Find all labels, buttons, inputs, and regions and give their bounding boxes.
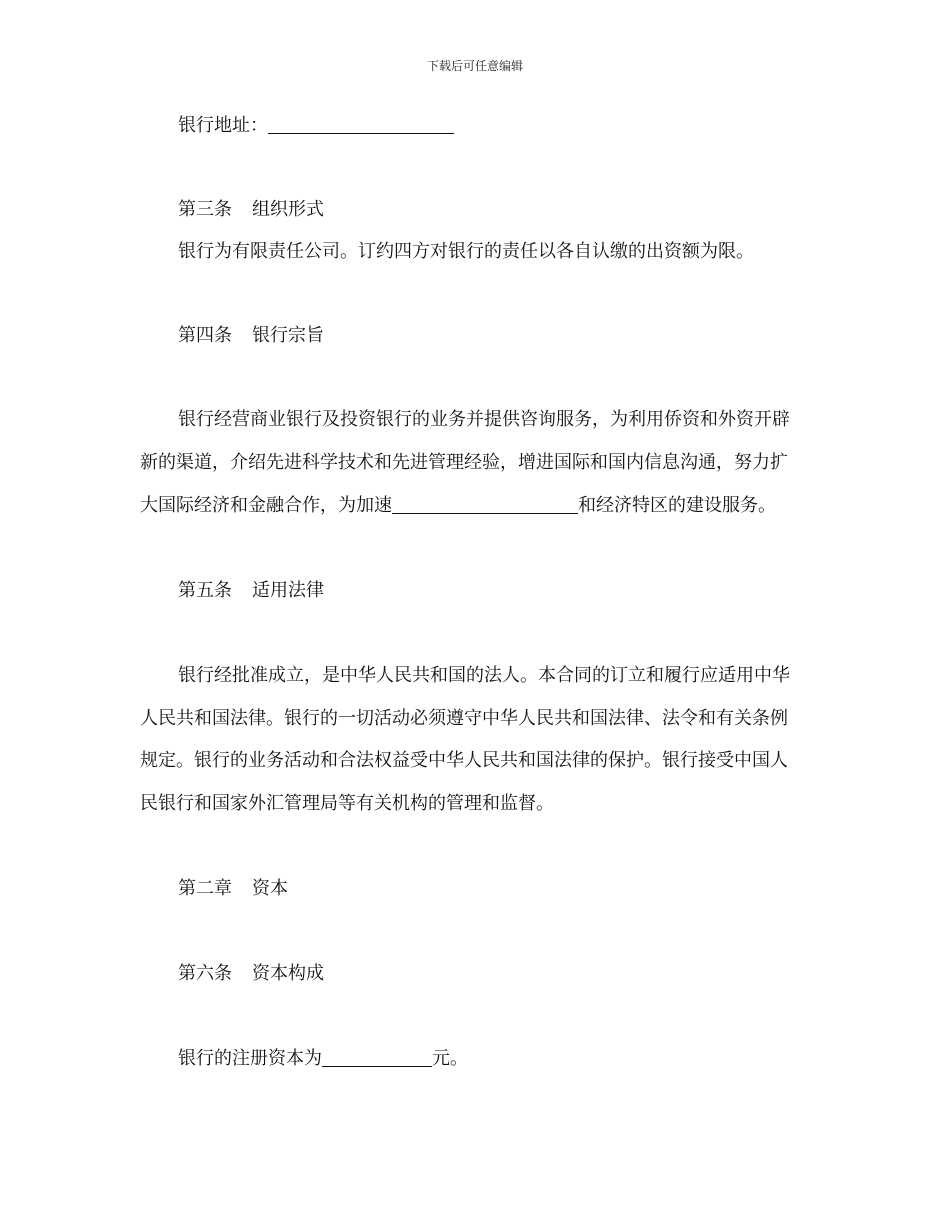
article-6-heading	[178, 962, 324, 986]
chapter-2-title: 资本	[252, 878, 288, 899]
article-4-heading	[178, 324, 324, 348]
article-4-line-3	[140, 494, 776, 518]
article-4-blank	[392, 495, 578, 514]
article-3-heading	[178, 198, 324, 222]
article-6-text	[178, 1047, 468, 1071]
bank-address-blank	[268, 115, 454, 134]
article-5-line-1: 银行经批准成立，是中华人民共和国的法人。本合同的订立和履行应适用中华	[178, 665, 790, 686]
article-4-line-1: 银行经营商业银行及投资银行的业务并提供咨询服务，为利用侨资和外资开辟	[178, 409, 790, 430]
article-6-number: 第六条	[178, 963, 232, 984]
article-5-heading	[178, 579, 324, 603]
article-6-text-end: 元。	[432, 1048, 468, 1069]
chapter-2-number: 第二章	[178, 878, 232, 899]
article-5-number: 第五条	[178, 580, 232, 601]
bank-address-line	[178, 114, 454, 138]
article-6-title: 资本构成	[252, 963, 324, 984]
bank-address-label: 银行地址：	[178, 115, 268, 136]
article-6-text-start: 银行的注册资本为	[178, 1048, 322, 1069]
article-4-line-2: 新的渠道，介绍先进科学技术和先进管理经验，增进国际和国内信息沟通，努力扩	[140, 452, 788, 473]
article-5-title: 适用法律	[252, 580, 324, 601]
article-5-line-4: 民银行和国家外汇管理局等有关机构的管理和监督。	[140, 793, 554, 814]
article-5-line-2: 人民共和国法律。银行的一切活动必须遵守中华人民共和国法律、法令和有关条例	[140, 708, 788, 729]
page-header-note: 下载后可任意编辑	[426, 59, 523, 73]
article-4-line-3-end: 和经济特区的建设服务。	[578, 495, 776, 516]
article-3-text: 银行为有限责任公司。订约四方对银行的责任以各自认缴的出资额为限。	[178, 241, 754, 262]
article-4-number: 第四条	[178, 325, 232, 346]
article-4-line-3-start: 大国际经济和金融合作，为加速	[140, 495, 392, 516]
article-3-number: 第三条	[178, 199, 232, 220]
article-5-line-3: 规定。银行的业务活动和合法权益受中华人民共和国法律的保护。银行接受中国人	[140, 750, 788, 771]
registered-capital-blank	[322, 1048, 432, 1067]
article-4-title: 银行宗旨	[252, 325, 324, 346]
article-3-title: 组织形式	[252, 199, 324, 220]
chapter-2-heading	[178, 877, 288, 901]
